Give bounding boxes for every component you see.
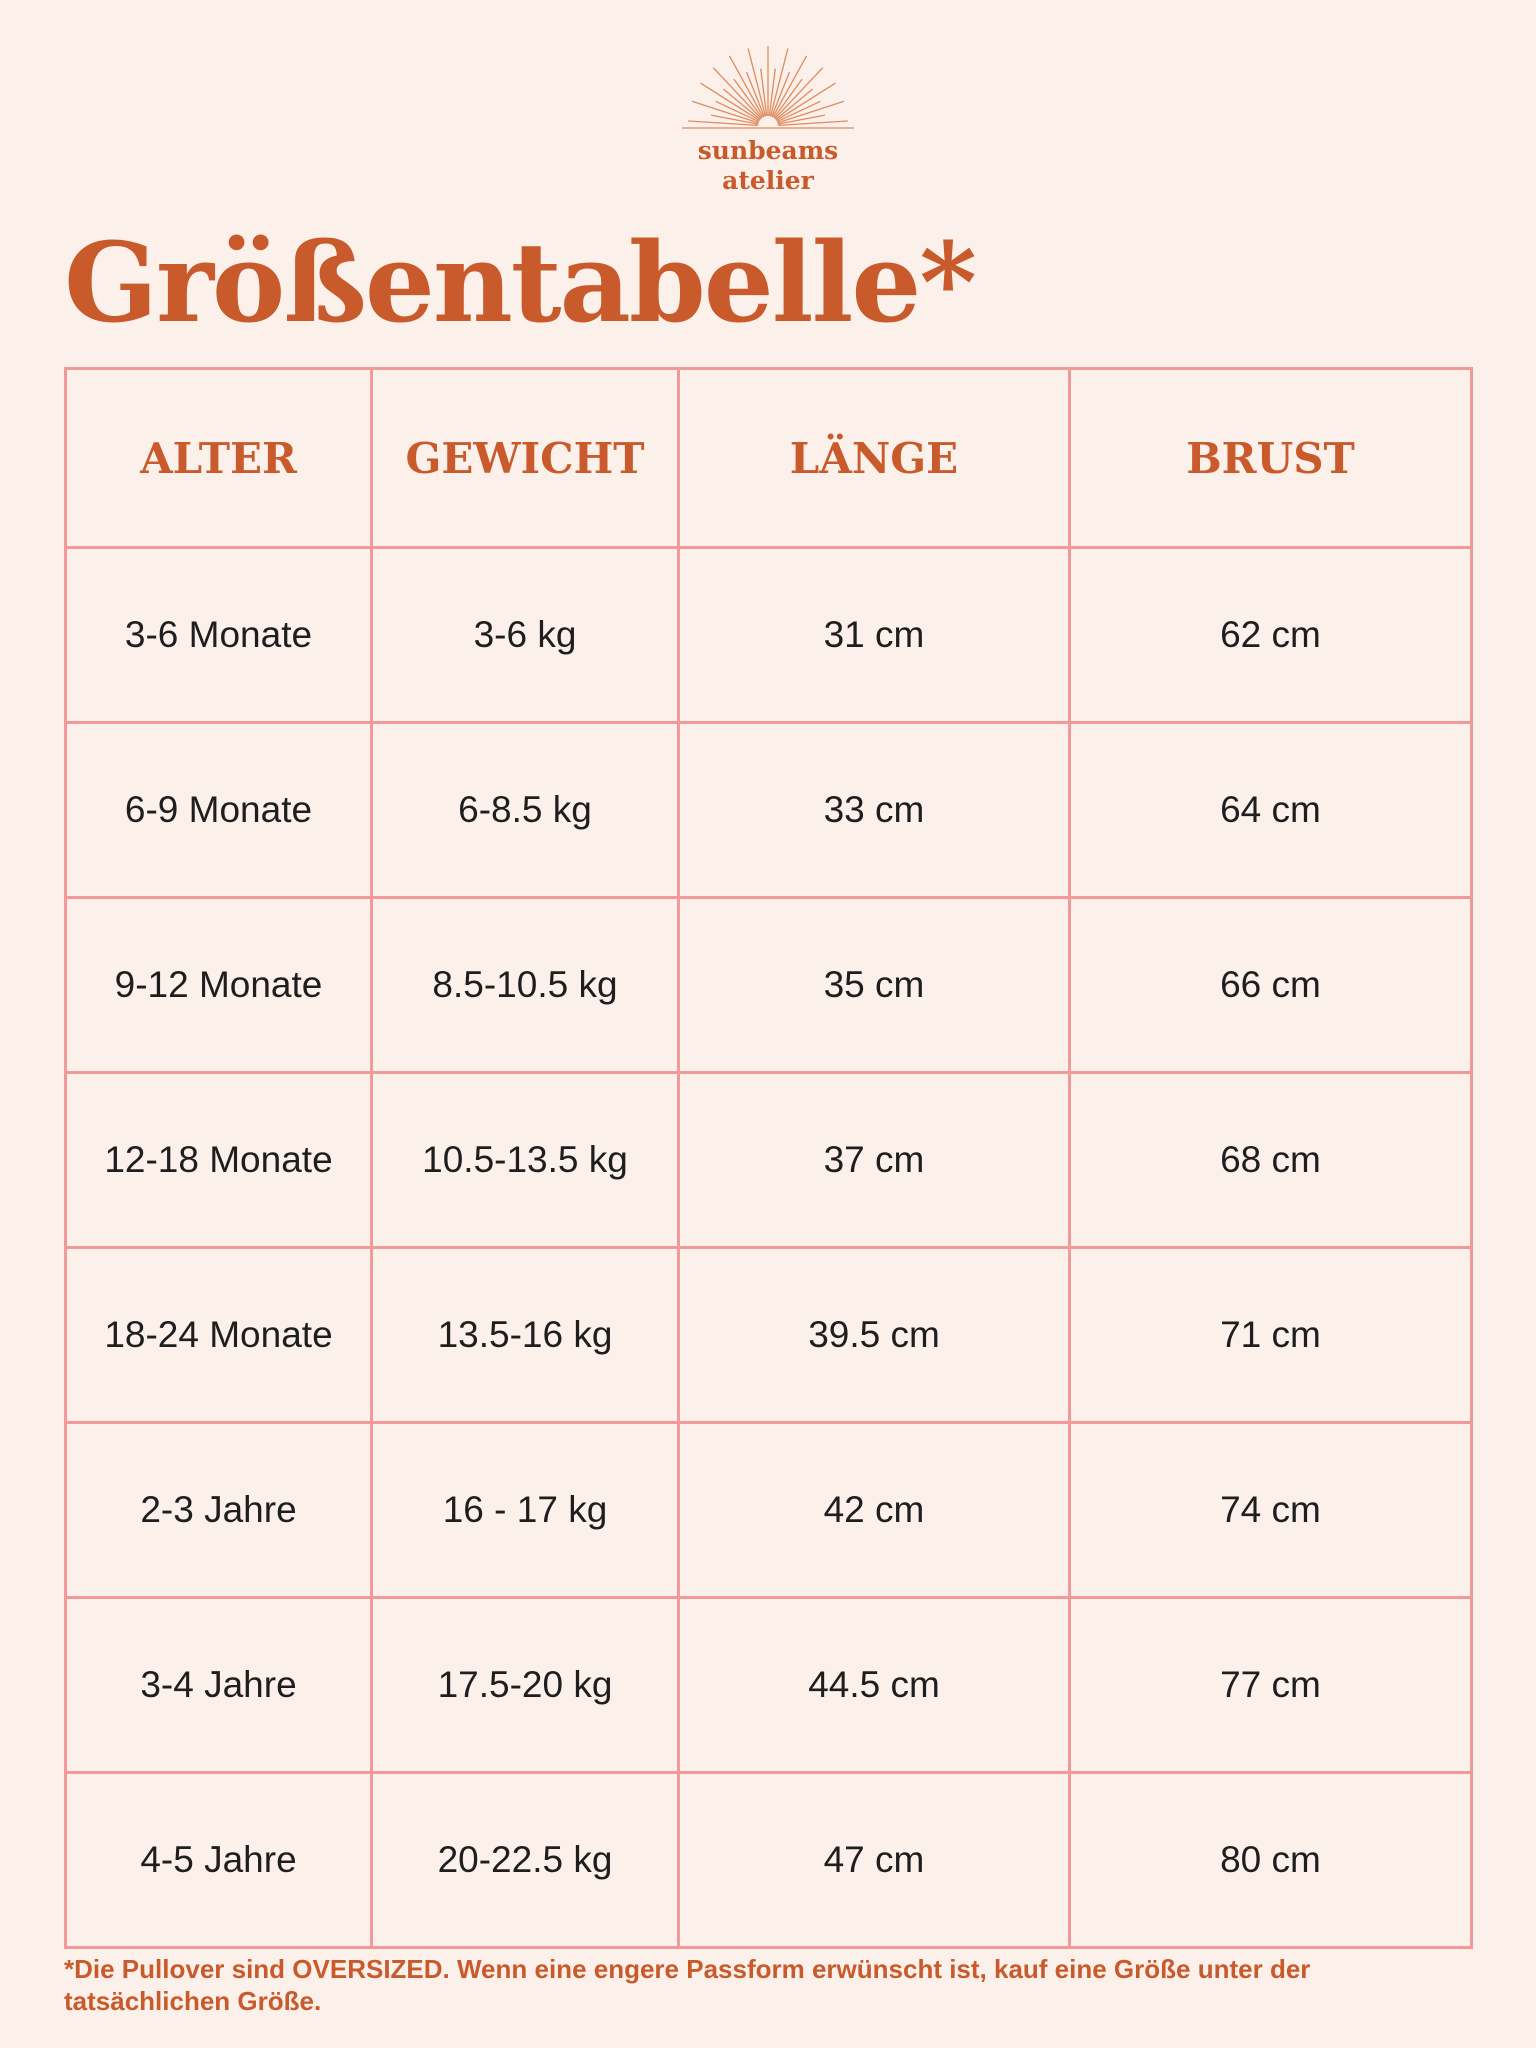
- cell-alter: 3-6 Monate: [66, 548, 372, 723]
- table-row: [66, 1423, 1472, 1598]
- cell-brust: 77 cm: [1070, 1598, 1472, 1773]
- cell-brust: 64 cm: [1070, 723, 1472, 898]
- cell-brust: 62 cm: [1070, 548, 1472, 723]
- cell-alter: 3-4 Jahre: [66, 1598, 372, 1773]
- cell-alter: 2-3 Jahre: [66, 1423, 372, 1598]
- cell-brust: 80 cm: [1070, 1773, 1472, 1948]
- cell-gewicht: 17.5-20 kg: [372, 1598, 679, 1773]
- header-laenge: LÄNGE: [679, 369, 1070, 548]
- table-row: [66, 898, 1472, 1073]
- cell-brust: 74 cm: [1070, 1423, 1472, 1598]
- cell-laenge: 44.5 cm: [679, 1598, 1070, 1773]
- cell-gewicht: 10.5-13.5 kg: [372, 1073, 679, 1248]
- cell-alter: 12-18 Monate: [66, 1073, 372, 1248]
- cell-gewicht: 13.5-16 kg: [372, 1248, 679, 1423]
- table-header-row: [66, 369, 1472, 548]
- cell-gewicht: 3-6 kg: [372, 548, 679, 723]
- cell-laenge: 42 cm: [679, 1423, 1070, 1598]
- cell-alter: 6-9 Monate: [66, 723, 372, 898]
- cell-laenge: 33 cm: [679, 723, 1070, 898]
- cell-laenge: 37 cm: [679, 1073, 1070, 1248]
- table-row: [66, 1773, 1472, 1948]
- page-title: Größentabelle*: [64, 218, 975, 347]
- cell-laenge: 35 cm: [679, 898, 1070, 1073]
- size-table: [64, 367, 1473, 1949]
- cell-gewicht: 16 - 17 kg: [372, 1423, 679, 1598]
- cell-brust: 71 cm: [1070, 1248, 1472, 1423]
- header-alter: ALTER: [66, 369, 372, 548]
- table-row: [66, 548, 1472, 723]
- brand-name-line1: sunbeams: [697, 136, 839, 165]
- brand-name: [668, 136, 868, 196]
- table-row: [66, 723, 1472, 898]
- table-row: [66, 1248, 1472, 1423]
- cell-brust: 66 cm: [1070, 898, 1472, 1073]
- cell-laenge: 47 cm: [679, 1773, 1070, 1948]
- footnote: *Die Pullover sind OVERSIZED. Wenn eine engere Passform erwünscht ist, kauf eine Größe unter der tatsächlichen Größe.: [64, 1954, 1311, 2016]
- cell-brust: 68 cm: [1070, 1073, 1472, 1248]
- cell-gewicht: 6-8.5 kg: [372, 723, 679, 898]
- table-row: [66, 1073, 1472, 1248]
- sunburst-icon: [668, 40, 868, 136]
- brand-logo: [668, 40, 868, 210]
- cell-gewicht: 8.5-10.5 kg: [372, 898, 679, 1073]
- cell-alter: 18-24 Monate: [66, 1248, 372, 1423]
- table-row: [66, 1598, 1472, 1773]
- cell-gewicht: 20-22.5 kg: [372, 1773, 679, 1948]
- cell-alter: 4-5 Jahre: [66, 1773, 372, 1948]
- cell-laenge: 31 cm: [679, 548, 1070, 723]
- brand-name-line2: atelier: [722, 166, 814, 195]
- cell-alter: 9-12 Monate: [66, 898, 372, 1073]
- header-gewicht: GEWICHT: [372, 369, 679, 548]
- cell-laenge: 39.5 cm: [679, 1248, 1070, 1423]
- header-brust: BRUST: [1070, 369, 1472, 548]
